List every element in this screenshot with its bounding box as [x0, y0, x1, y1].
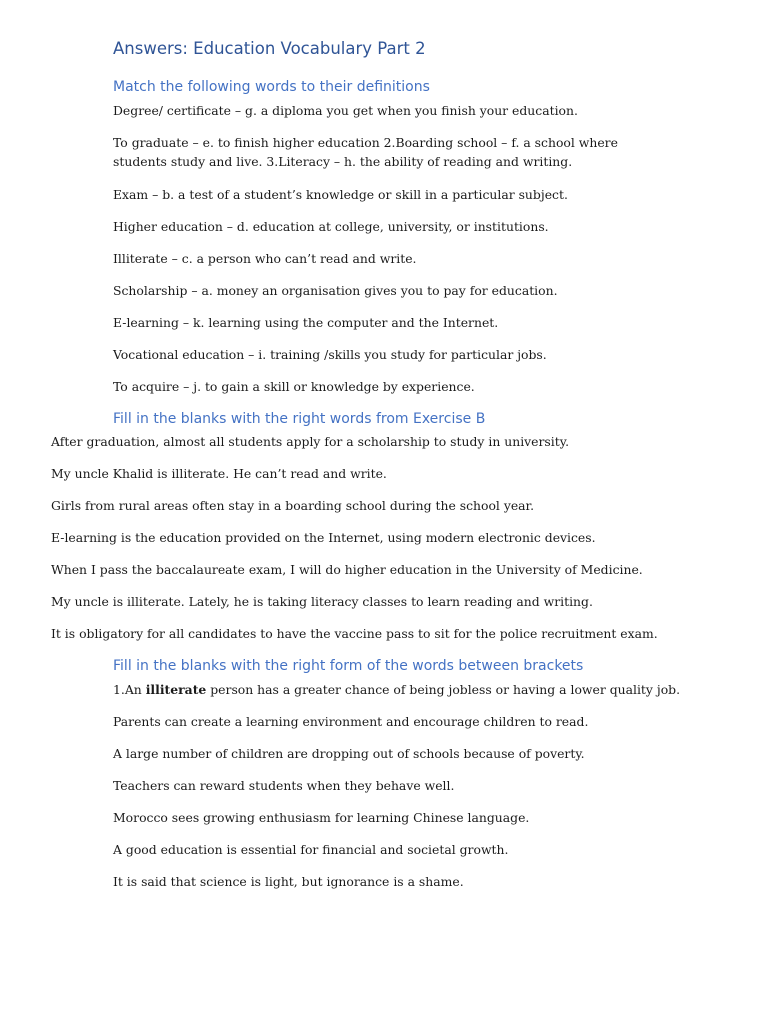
- match-answer: Vocational education – i. training /skills you study for particular jobs.: [113, 347, 547, 362]
- fill-answer: Girls from rural areas often stay in a boarding school during the school year.: [51, 498, 535, 513]
- section-heading-fill-brackets: Fill in the blanks with the right form of the words between brackets: [113, 658, 584, 674]
- fill-answer: E-learning is the education provided on the Internet, using modern electronic devices.: [51, 530, 596, 545]
- form-answer: Teachers can reward students when they behave well.: [113, 778, 455, 793]
- fill-answer: My uncle is illiterate. Lately, he is taking literacy classes to learn reading and writing.: [51, 594, 593, 609]
- form-answer: A large number of children are dropping out of schools because of poverty.: [113, 746, 585, 761]
- form-answer-first: [113, 680, 680, 699]
- form-answer: Morocco sees growing enthusiasm for learning Chinese language.: [113, 810, 530, 825]
- section-heading-match: Match the following words to their definitions: [113, 79, 430, 95]
- match-answer: To acquire – j. to gain a skill or knowledge by experience.: [113, 379, 475, 394]
- form-answer-prefix: 1.An: [113, 682, 146, 697]
- fill-answer: It is obligatory for all candidates to have the vaccine pass to sit for the police recruitment exam.: [51, 626, 658, 641]
- match-answer: Illiterate – c. a person who can’t read and write.: [113, 251, 417, 266]
- match-answer: E-learning – k. learning using the computer and the Internet.: [113, 315, 499, 330]
- match-answer: Higher education – d. education at college, university, or institutions.: [113, 219, 549, 234]
- form-answer: A good education is essential for financial and societal growth.: [113, 842, 509, 857]
- match-answer: Exam – b. a test of a student’s knowledge or skill in a particular subject.: [113, 187, 568, 202]
- form-answer: It is said that science is light, but ignorance is a shame.: [113, 874, 464, 889]
- form-answer-bold-word: illiterate: [145, 682, 207, 697]
- fill-answer: After graduation, almost all students apply for a scholarship to study in university.: [51, 434, 570, 449]
- match-answer: To graduate – e. to finish higher education 2.Boarding school – f. a school where students study and live. 3.Literacy – h. the ability of reading and writing.: [113, 135, 618, 169]
- match-answer: Scholarship – a. money an organisation gives you to pay for education.: [113, 283, 558, 298]
- document-title: Answers: Education Vocabulary Part 2: [113, 39, 426, 58]
- fill-answer: When I pass the baccalaureate exam, I will do higher education in the University of Medicine.: [51, 562, 643, 577]
- match-answer: Degree/ certificate – g. a diploma you get when you finish your education.: [113, 103, 578, 118]
- fill-answer: My uncle Khalid is illiterate. He can’t read and write.: [51, 466, 387, 481]
- section-heading-fill-exercise-b: Fill in the blanks with the right words from Exercise B: [113, 411, 486, 427]
- form-answer: Parents can create a learning environment and encourage children to read.: [113, 714, 589, 729]
- form-answer-suffix: person has a greater chance of being jobless or having a lower quality job.: [206, 682, 681, 697]
